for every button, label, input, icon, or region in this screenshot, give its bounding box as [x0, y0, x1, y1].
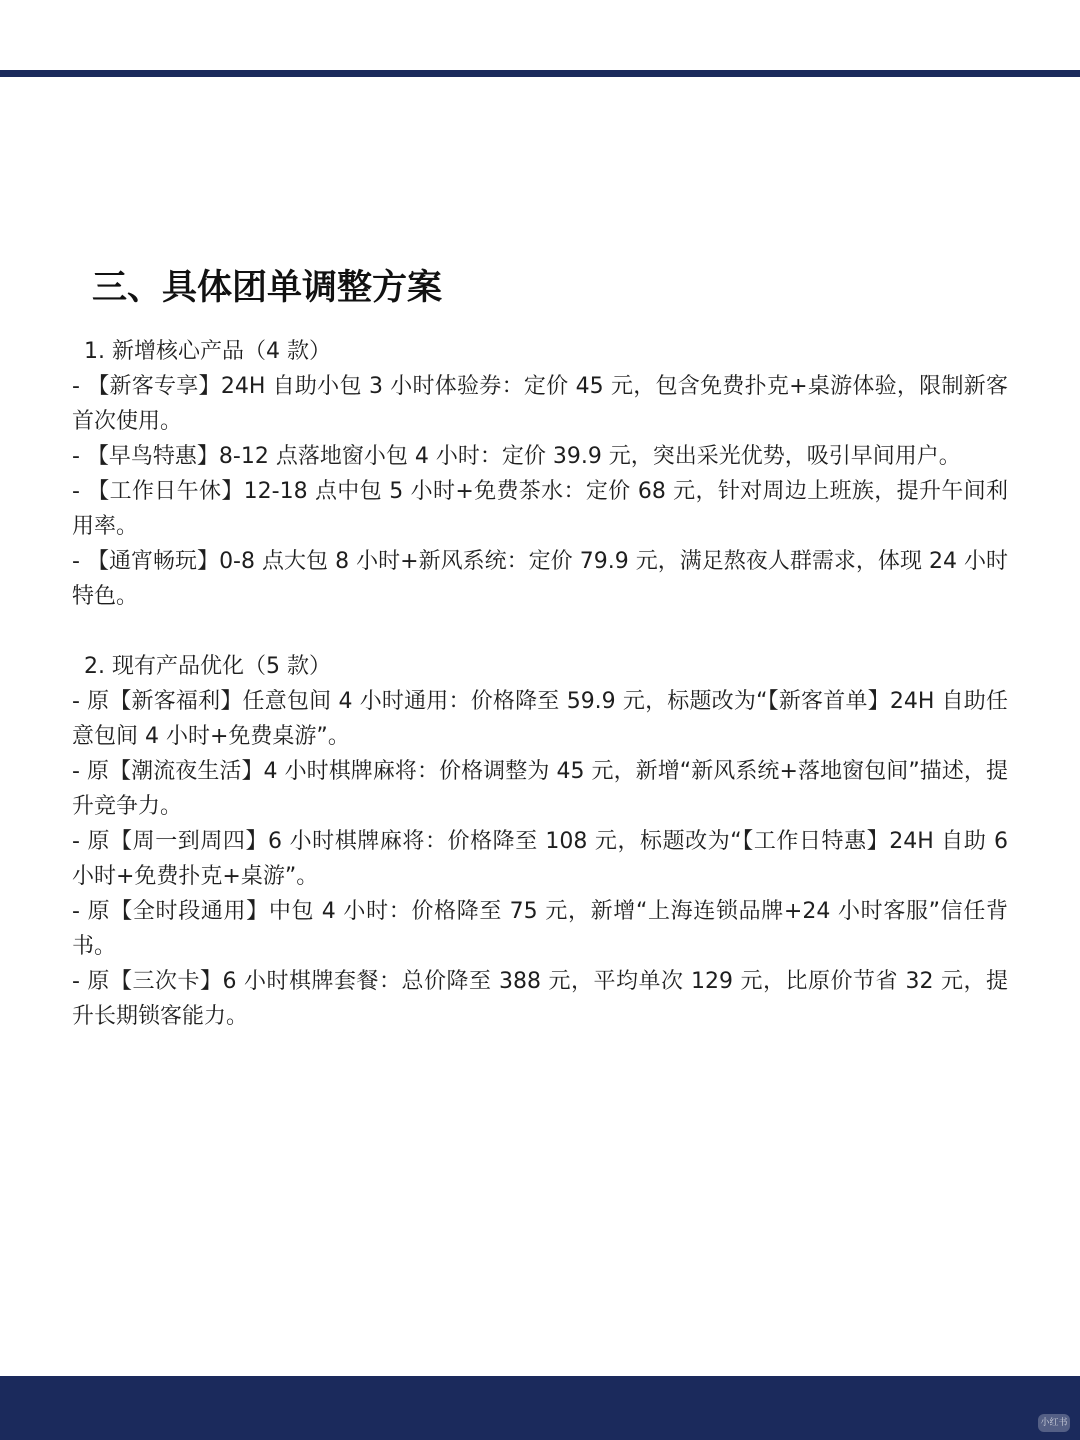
- list-item: - 原【潮流夜生活】4 小时棋牌麻将：价格调整为 45 元，新增“新风系统+落地窗包间”描述，提升竞争力。: [72, 759, 1008, 819]
- list-item: - 【工作日午休】12-18 点中包 5 小时+免费茶水：定价 68 元，针对周边上班族，提升午间利用率。: [72, 479, 1008, 539]
- list-item: - 原【全时段通用】中包 4 小时：价格降至 75 元，新增“上海连锁品牌+24 小时客服”信任背书。: [72, 899, 1008, 959]
- list-item: - 原【周一到周四】6 小时棋牌麻将：价格降至 108 元，标题改为“【工作日特惠】24H 自助 6 小时+免费扑克+桌游”。: [72, 829, 1008, 889]
- list-item: - 【早鸟特惠】8-12 点落地窗小包 4 小时：定价 39.9 元，突出采光优势，吸引早间用户。: [72, 444, 961, 469]
- new-products-section: [72, 334, 1008, 614]
- list-item: - 原【三次卡】6 小时棋牌套餐：总价降至 388 元，平均单次 129 元，比原价节省 32 元，提升长期锁客能力。: [72, 969, 1008, 1029]
- list-item: - 【通宵畅玩】0-8 点大包 8 小时+新风系统：定价 79.9 元，满足熬夜人群需求，体现 24 小时特色。: [72, 549, 1008, 609]
- section-title: 三、具体团单调整方案: [92, 268, 443, 308]
- document-body: [72, 262, 1008, 1034]
- list-item: - 【新客专享】24H 自助小包 3 小时体验券：定价 45 元，包含免费扑克+桌游体验，限制新客首次使用。: [72, 374, 1008, 434]
- optimized-products-section: [72, 649, 1008, 1034]
- bottom-footer-band: [0, 1376, 1080, 1440]
- new-products-heading: 1. 新增核心产品（4 款）: [84, 339, 331, 364]
- section-spacer: [72, 614, 1008, 649]
- list-item: - 原【新客福利】任意包间 4 小时通用：价格降至 59.9 元，标题改为“【新客首单】24H 自助任意包间 4 小时+免费桌游”。: [72, 689, 1008, 749]
- optimized-products-heading: 2. 现有产品优化（5 款）: [84, 654, 331, 679]
- watermark-logo: 小红书: [1038, 1414, 1070, 1432]
- top-divider-bar: [0, 70, 1080, 77]
